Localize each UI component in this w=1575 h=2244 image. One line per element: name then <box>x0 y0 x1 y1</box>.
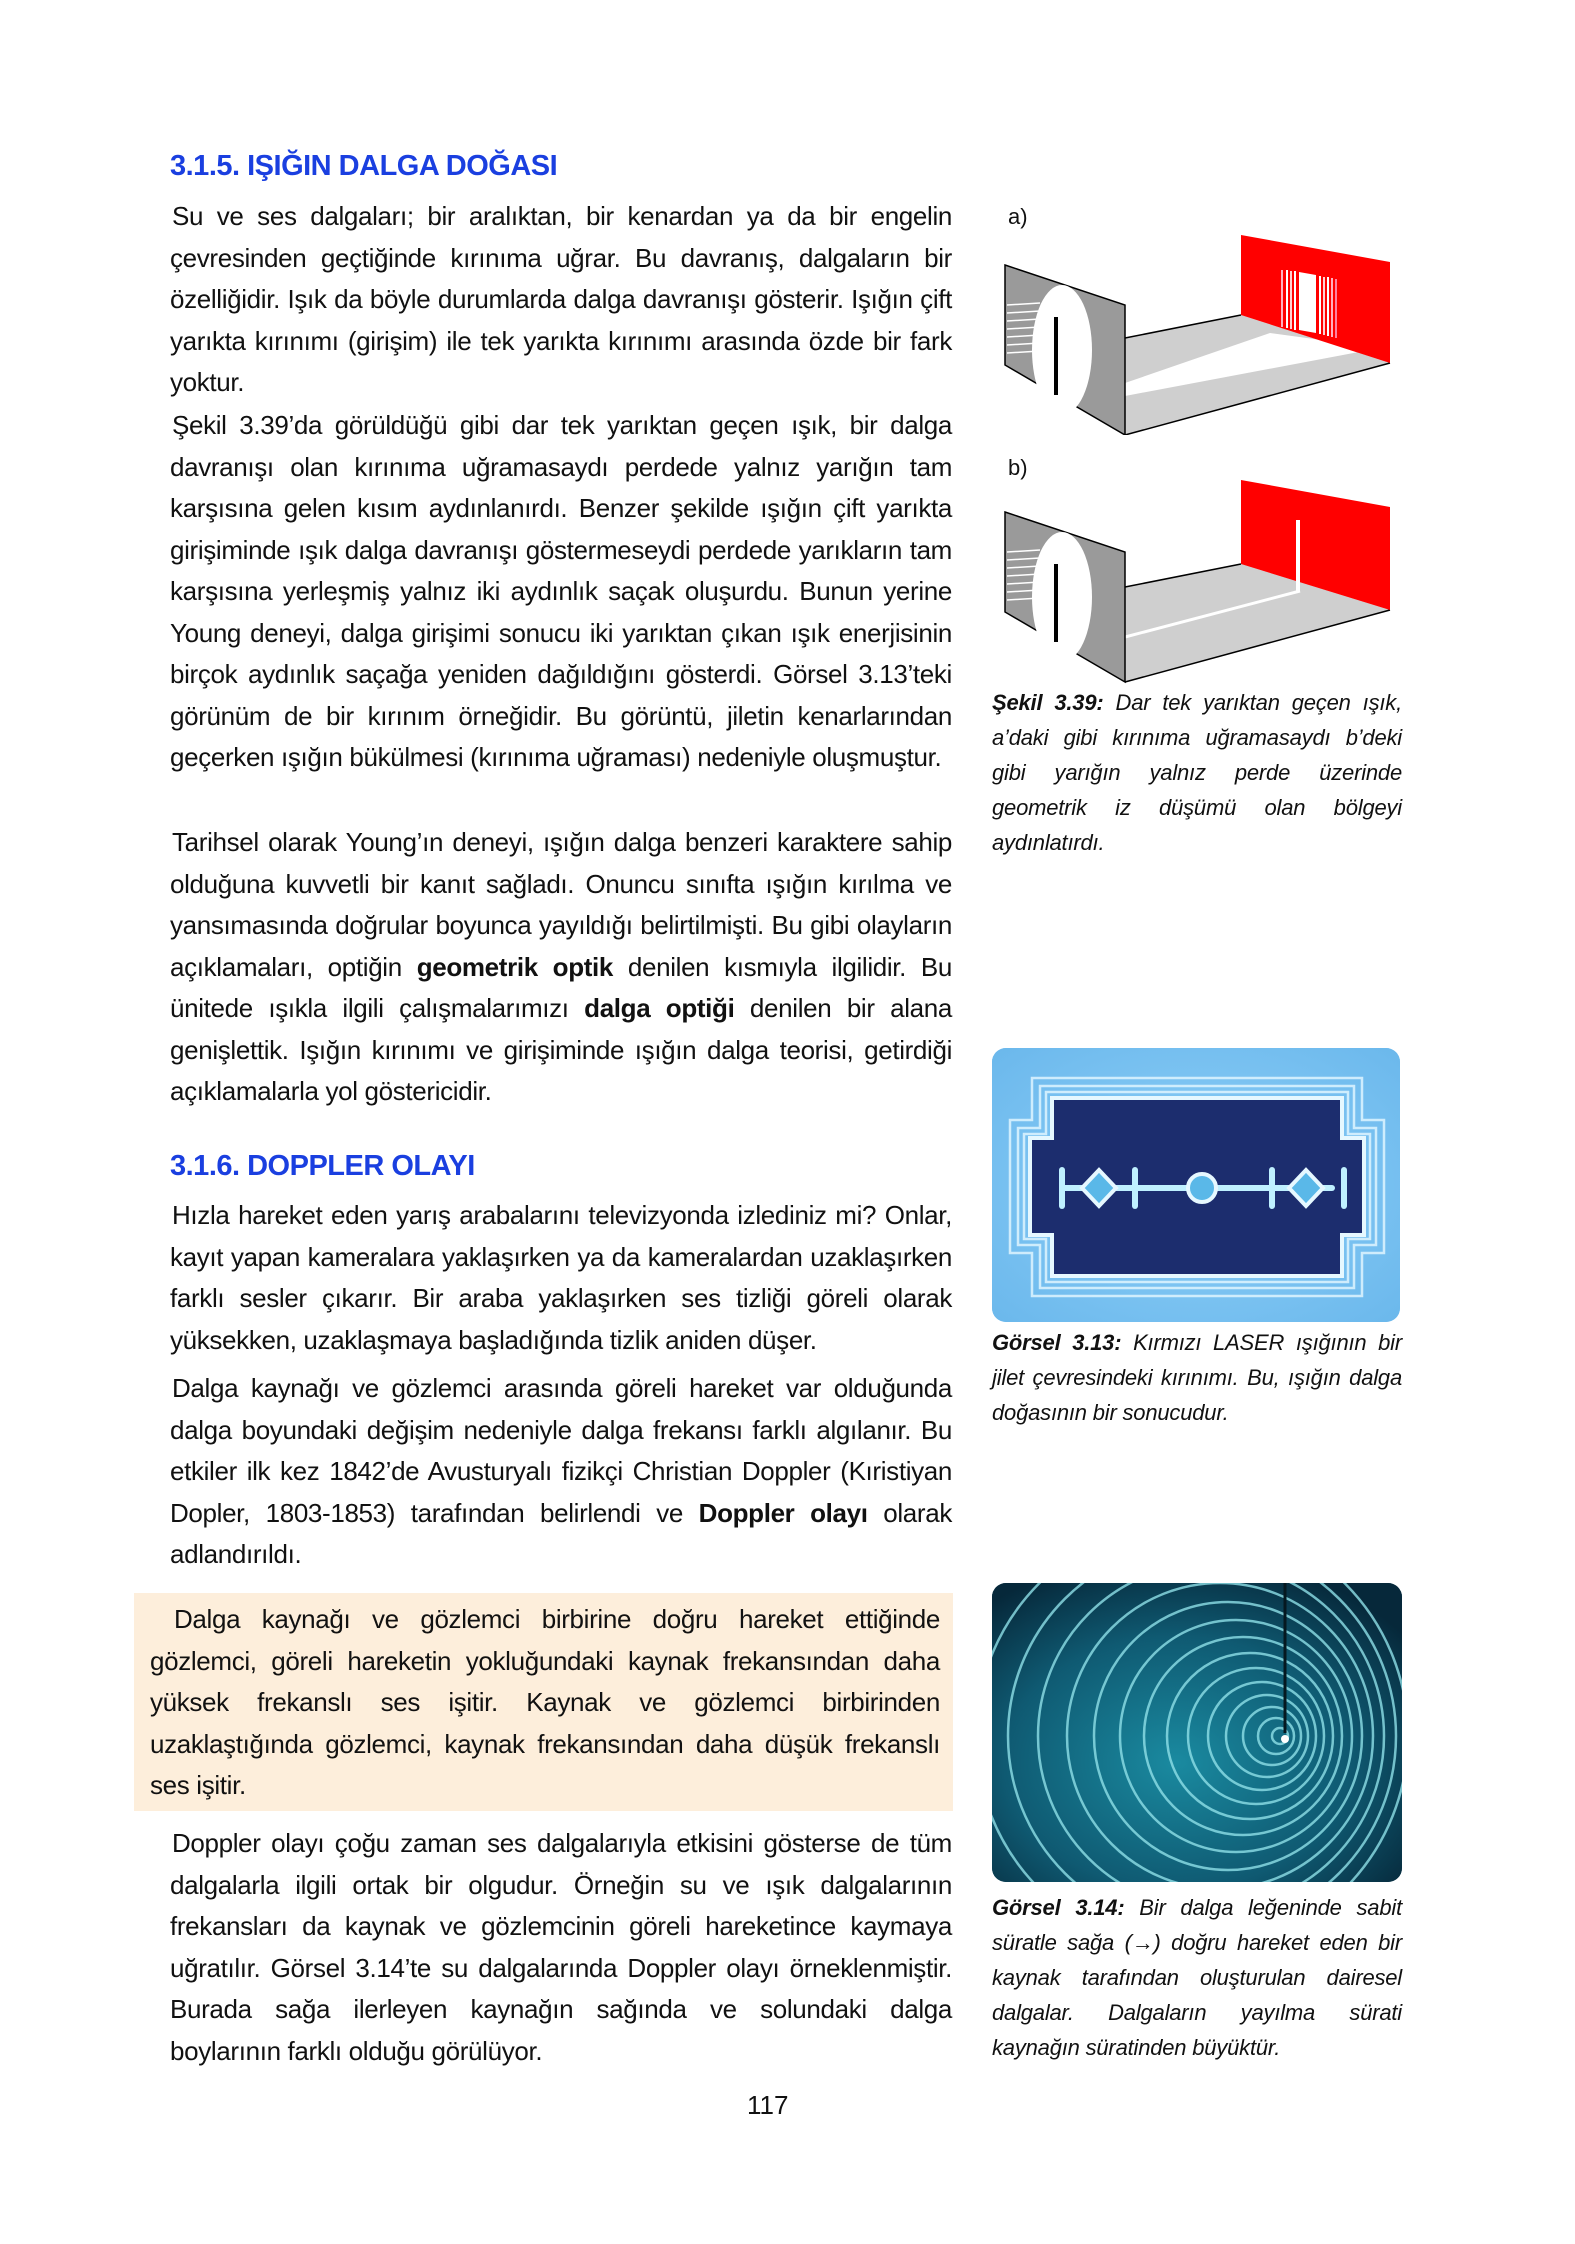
paragraph-text: Şekil 3.39’da görüldüğü gibi dar tek yarıktan geçen ışık, bir dalga davranışı olan kırınıma uğramasaydı perdede yalnız yarığın tam karşısına gelen kısım aydınlanırdı. Benzer şekilde ışığın çift yarıkta girişiminde ışık dalga davranışı göstermeseydi perdede yarıkların tam karşısına yerleşmiş yalnız iki aydınlık saçak oluşurdu. Bunun yerine Young deneyi, dalga girişimi sonucu iki yarıktan çıkan ışık enerjisinin birçok aydınlık saçağa yeniden dağıldığını gösterdi. Görsel 3.13’teki görünüm de bir kırınım örneğidir. Bu görüntü, jiletin kenarlarından geçerken ışığın bükülmesi (kırınıma uğraması) nedeniyle oluşmuştur. <box>170 410 952 772</box>
figure-label-b: b) <box>1008 455 1028 480</box>
caption-text: Bir dalga leğeninde sabit süratle sağa (→) doğru hareket eden bir kaynak tarafından oluşturulan dairesel dalgalar. Dalgaların yayılma sürati kaynağın süratinden büyüktür. <box>992 1895 1402 2060</box>
term-wave-optics: dalga optiği <box>584 993 735 1023</box>
key-concept-text <box>150 1599 940 1807</box>
term-doppler-effect: Doppler olayı <box>698 1497 868 1528</box>
paragraph-figure-3-39 <box>170 405 952 779</box>
term-geometric-optics: geometrik optik <box>416 951 614 982</box>
page-number: 117 <box>747 2090 789 2120</box>
single-slit-diffraction-diagram-a <box>990 215 1410 435</box>
caption-text: Kırmızı LASER ışığının bir jilet çevresindeki kırınımı. Bu, ışığın dalga doğasının bir sonucudur. <box>992 1330 1402 1425</box>
paragraph-text: denilen bir alana genişlettik. Işığın kırınımı ve girişiminde ışığın dalga teorisi, getirdiği açıklamalarla yol göstericidir. <box>170 993 953 1106</box>
paragraph-doppler-all-waves <box>170 1823 952 2072</box>
caption-gorsel-3-13 <box>992 1325 1402 1430</box>
caption-title: Görsel 3.14: <box>992 1895 1125 1920</box>
caption-title: Şekil 3.39: <box>992 690 1104 715</box>
paragraph-text: olarak adlandırıldı. <box>170 1497 952 1569</box>
paragraph-text: denilen kısmıyla ilgilidir. Bu ünitede ışıkla ilgili çalışmalarımızı <box>170 951 952 1023</box>
paragraph-text: Su ve ses dalgaları; bir aralıktan, bir kenardan ya da bir engelin çevresinden geçtiğinde kırınıma uğrar. Bu davranış, dalgaların bir özelliğidir. Işık da böyle durumlarda dalga davranışı gösterir. Işığın çift yarıkta kırınımı (girişim) ile tek yarıkta kırınımı arasında özde bir fark yoktur. <box>170 201 952 397</box>
caption-text: Dar tek yarıktan geçen ışık, a’daki gibi kırınıma uğramasaydı b’deki gibi yarığın yalnız perde üzerinde geometrik iz düşümü olan bölgeyi aydınlatırdı. <box>992 690 1402 855</box>
paragraph-text: Dalga kaynağı ve gözlemci birbirine doğru hareket ettiğinde gözlemci, göreli hareketin yokluğundaki kaynak frekansından daha yüksek frekanslı ses işitir. Kaynak ve gözlemci birbirinden uzaklaştığında gözlemci, kaynak frekansından daha düşük frekanslı ses işitir. <box>150 1604 940 1800</box>
caption-gorsel-3-14 <box>992 1890 1402 2065</box>
paragraph-text: Doppler olayı çoğu zaman ses dalgalarıyla etkisini gösterse de tüm dalgalarla ilgili ortak bir olgudur. Örneğin su ve ışık dalgalarının frekansları da kaynak ve gözlemcinin göreli hareketince kaymaya uğratılır. Görsel 3.14’te su dalgalarında Doppler olayı örneklenmiştir. Burada sağa ilerleyen kaynağın sağında ve solundaki dalga boylarının farklı olduğu görülüyor. <box>170 1828 952 2066</box>
single-slit-geometric-diagram-b <box>990 467 1410 687</box>
paragraph-young-experiment <box>170 822 952 1113</box>
paragraph-text: Dalga kaynağı ve gözlemci arasında göreli hareket var olduğunda dalga boyundaki değişim nedeniyle dalga frekansı farklı algılanır. Bu etkiler ilk kez 1842’de Avusturyalı fizikçi Christian Doppler (Kıristiyan Dopler, 1803-1853) tarafından belirlendi ve <box>170 1373 952 1528</box>
caption-title: Görsel 3.13: <box>992 1330 1122 1355</box>
paragraph-text: Hızla hareket eden yarış arabalarını televizyonda izlediniz mi? Onlar, kayıt yapan kameralara yaklaşırken ya da kameralardan uzaklaşırken farklı sesler çıkarır. Bir araba yaklaşırken ses tizliği göreli olarak yüksekken, uzaklaşmaya başladığında tizlik aniden düşer. <box>170 1200 952 1355</box>
paragraph-doppler-definition <box>170 1368 952 1576</box>
section-heading-doppler: 3.1.6. DOPPLER OLAYI <box>170 1150 475 1182</box>
figure-label-a: a) <box>1008 204 1028 229</box>
key-concept-box <box>134 1593 953 1811</box>
paragraph-race-cars <box>170 1195 952 1361</box>
paragraph-wave-intro <box>170 196 952 404</box>
razor-blade-diffraction-photo <box>992 1048 1400 1322</box>
paragraph-text: Tarihsel olarak Young’ın deneyi, ışığın dalga benzeri karaktere sahip olduğuna kuvvetli bir kanıt sağladı. Onuncu sınıfta ışığın kırılma ve yansımasında doğrular boyunca yayıldığı belirtilmişti. Bu gibi olayların açıklamaları, optiğin <box>170 827 952 982</box>
section-heading-wave-nature: 3.1.5. IŞIĞIN DALGA DOĞASI <box>170 150 558 182</box>
caption-figure-3-39 <box>992 685 1402 860</box>
ripple-tank-doppler-photo <box>992 1583 1402 1882</box>
